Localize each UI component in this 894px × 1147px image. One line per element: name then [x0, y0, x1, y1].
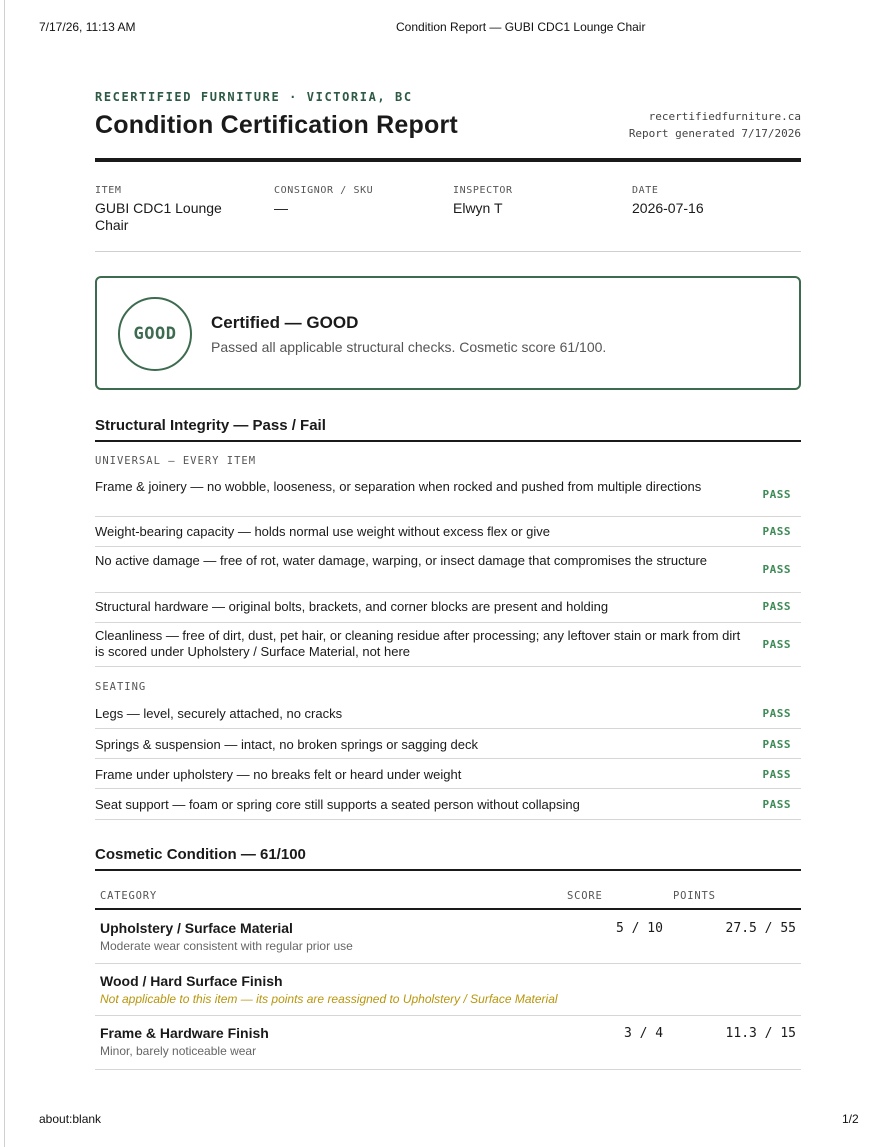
- check-result: PASS: [762, 707, 791, 720]
- check-result: PASS: [762, 798, 791, 811]
- certification-box: [95, 276, 801, 390]
- structural-divider: [95, 440, 801, 442]
- category-name: Wood / Hard Surface Finish: [100, 973, 283, 989]
- check-text: Structural hardware — original bolts, brackets, and corner blocks are present and holding: [95, 599, 609, 614]
- col-category: CATEGORY: [100, 890, 157, 902]
- check-result: PASS: [762, 525, 791, 538]
- print-page-number: 1/2: [842, 1112, 859, 1126]
- report-generated: Report generated 7/17/2026: [628, 127, 801, 140]
- brand-line: RECERTIFIED FURNITURE · VICTORIA, BC: [95, 90, 413, 104]
- table-row: [95, 910, 801, 964]
- universal-subheading: UNIVERSAL — EVERY ITEM: [95, 455, 257, 467]
- grade-badge: GOOD: [118, 297, 192, 371]
- col-points: POINTS: [673, 890, 716, 902]
- inspector-value: Elwyn T: [453, 200, 503, 216]
- item-label: ITEM: [95, 185, 122, 196]
- consignor-label: CONSIGNOR / SKU: [274, 185, 374, 196]
- check-row: [95, 547, 801, 593]
- check-row: [95, 789, 801, 820]
- date-value: 2026-07-16: [632, 200, 704, 216]
- structural-section-title: Structural Integrity — Pass / Fail: [95, 417, 326, 434]
- check-text: No active damage — free of rot, water damage, warping, or insect damage that compromises the structure: [95, 553, 708, 568]
- report-title: Condition Certification Report: [95, 111, 458, 139]
- consignor-value: —: [274, 200, 288, 216]
- print-datetime: 7/17/26, 11:13 AM: [39, 20, 136, 34]
- check-result: PASS: [762, 768, 791, 781]
- check-row: [95, 623, 801, 667]
- certification-title: Certified — GOOD: [211, 313, 359, 332]
- category-score: 5 / 10: [616, 921, 663, 936]
- page-edge: [4, 0, 5, 1147]
- site-url: recertifiedfurniture.ca: [648, 110, 801, 123]
- check-result: PASS: [762, 738, 791, 751]
- category-name: Frame & Hardware Finish: [100, 1025, 269, 1041]
- category-not-applicable-note: Not applicable to this item — its points are reassigned to Upholstery / Surface Material: [100, 992, 558, 1006]
- item-value: GUBI CDC1 Lounge Chair: [95, 200, 222, 233]
- check-row: [95, 698, 801, 729]
- check-text: Frame & joinery — no wobble, looseness, or separation when rocked and pushed from multiple directions: [95, 479, 702, 494]
- check-result: PASS: [762, 600, 791, 613]
- table-row: [95, 964, 801, 1016]
- check-text: Frame under upholstery — no breaks felt or heard under weight: [95, 767, 462, 782]
- check-text: Weight-bearing capacity — holds normal use weight without excess flex or give: [95, 524, 550, 539]
- category-score: 3 / 4: [624, 1026, 664, 1041]
- check-row: [95, 472, 801, 517]
- check-text: Cleanliness — free of dirt, dust, pet hair, or cleaning residue after processing; any leftover stain or mark from dirt is scored under Upholstery / Surface Material, not here: [95, 628, 741, 659]
- certification-description: Passed all applicable structural checks. Cosmetic score 61/100.: [211, 339, 607, 355]
- check-row: [95, 593, 801, 623]
- check-text: Legs — level, securely attached, no cracks: [95, 706, 343, 721]
- category-points: 27.5 / 55: [725, 921, 796, 936]
- check-text: Seat support — foam or spring core still supports a seated person without collapsing: [95, 797, 580, 812]
- check-result: PASS: [762, 488, 791, 501]
- category-name: Upholstery / Surface Material: [100, 920, 293, 936]
- check-row: [95, 517, 801, 547]
- date-label: DATE: [632, 185, 659, 196]
- header-divider: [95, 158, 801, 162]
- cosmetic-divider: [95, 869, 801, 871]
- cosmetic-section-title: Cosmetic Condition — 61/100: [95, 846, 306, 863]
- check-row: [95, 759, 801, 789]
- category-note: Minor, barely noticeable wear: [100, 1044, 257, 1058]
- seating-subheading: SEATING: [95, 681, 147, 693]
- check-result: PASS: [762, 563, 791, 576]
- check-row: [95, 729, 801, 759]
- check-text: Springs & suspension — intact, no broken springs or sagging deck: [95, 737, 478, 752]
- table-row: [95, 1016, 801, 1070]
- col-score: SCORE: [567, 890, 603, 902]
- check-result: PASS: [762, 638, 791, 651]
- print-url: about:blank: [39, 1112, 102, 1126]
- category-points: 11.3 / 15: [725, 1026, 796, 1041]
- print-doc-title: Condition Report — GUBI CDC1 Lounge Chair: [396, 20, 646, 34]
- category-note: Moderate wear consistent with regular prior use: [100, 939, 353, 953]
- meta-divider: [95, 251, 801, 252]
- inspector-label: INSPECTOR: [453, 185, 513, 196]
